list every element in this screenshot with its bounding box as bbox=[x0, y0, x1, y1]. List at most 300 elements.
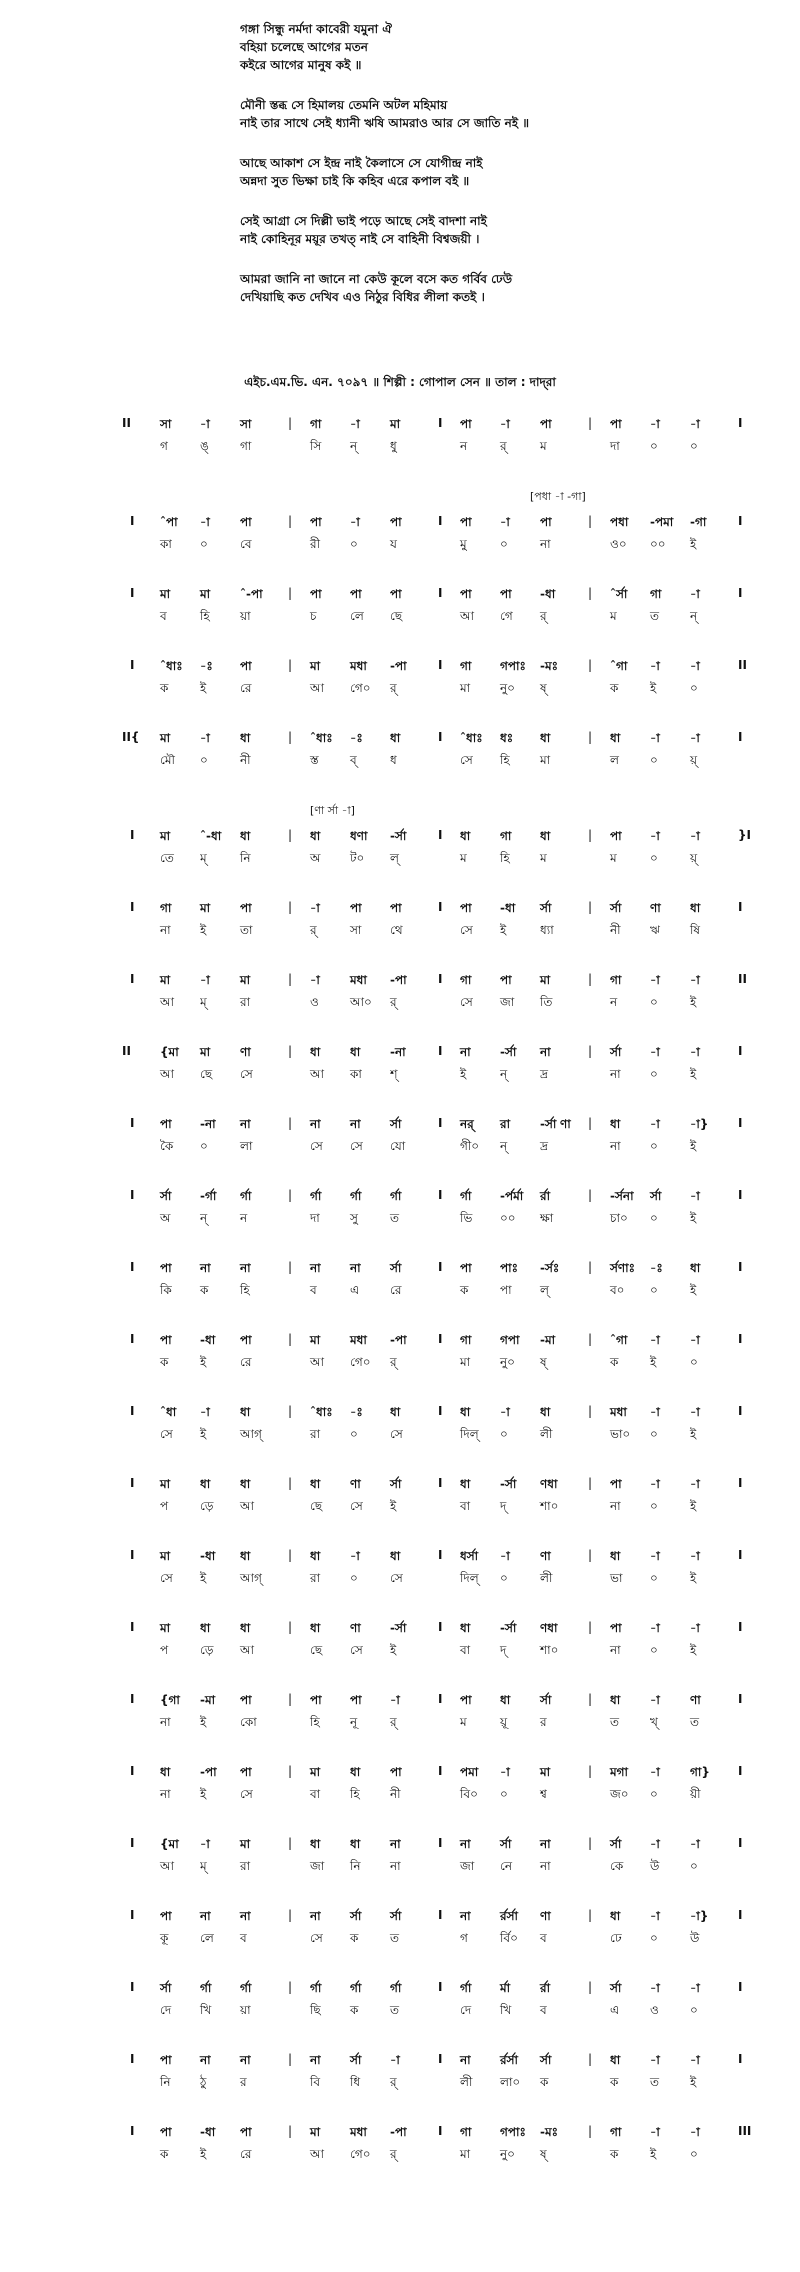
note: না bbox=[240, 1909, 251, 1923]
swara-row bbox=[0, 586, 800, 606]
note: -া bbox=[690, 2125, 700, 2139]
syllable: ম bbox=[540, 439, 547, 453]
note: -র্সা bbox=[540, 1117, 557, 1131]
note: র্মা bbox=[500, 1981, 511, 1995]
syllable: ০ bbox=[350, 537, 358, 551]
note: -র্সা bbox=[390, 1621, 407, 1635]
syllable: ০ bbox=[200, 537, 208, 551]
syllable: এ bbox=[350, 1283, 360, 1297]
note: -া bbox=[200, 1405, 210, 1419]
note: ধা bbox=[240, 1477, 251, 1491]
note: ধা bbox=[540, 1405, 551, 1419]
note: ধা bbox=[540, 829, 551, 843]
syllable: ক bbox=[350, 1931, 359, 1945]
syllable: ত bbox=[650, 2075, 660, 2089]
notation-line bbox=[0, 1404, 800, 1476]
bar-separator: | bbox=[288, 416, 293, 430]
notation-line bbox=[0, 2052, 800, 2124]
bol-row bbox=[0, 922, 800, 942]
syllable: তে bbox=[160, 851, 174, 865]
note: মধা bbox=[350, 659, 367, 673]
note: র্সা bbox=[160, 1189, 172, 1203]
bar-separator: | bbox=[588, 1332, 593, 1346]
bar-separator: I bbox=[438, 828, 443, 842]
note: পা bbox=[390, 901, 402, 915]
syllable: দ্ bbox=[500, 1643, 507, 1657]
bar-separator: | bbox=[288, 658, 293, 672]
bar-separator: I bbox=[438, 1476, 443, 1490]
note: র্সা bbox=[500, 1837, 512, 1851]
swara-row bbox=[0, 1764, 800, 1784]
note: ধা bbox=[350, 1045, 361, 1059]
syllable: না bbox=[610, 1067, 621, 1081]
note: -পা bbox=[200, 1765, 217, 1779]
bar-separator: | bbox=[288, 1476, 293, 1490]
note: -মঃ bbox=[540, 2125, 559, 2139]
bol-row bbox=[0, 1138, 800, 1158]
syllable: ০ bbox=[650, 753, 658, 767]
swara-row bbox=[0, 1260, 800, 1280]
bol-row bbox=[0, 752, 800, 772]
note: ধা bbox=[500, 1693, 511, 1707]
syllable: ০ bbox=[500, 1787, 508, 1801]
syllable: র্ bbox=[390, 681, 397, 695]
note: মা bbox=[200, 1045, 211, 1059]
syllable: প bbox=[160, 1643, 169, 1657]
note: ˆধাঃ bbox=[460, 731, 483, 745]
syllable: আ bbox=[160, 1859, 174, 1873]
syllable: দ্ bbox=[500, 1499, 507, 1513]
swara-row bbox=[0, 1548, 800, 1568]
note: র্গা bbox=[240, 1189, 252, 1203]
syllable: ০০ bbox=[650, 537, 666, 551]
syllable: রা bbox=[310, 1427, 321, 1441]
syllable: পা bbox=[500, 1283, 512, 1297]
syllable: চা০ bbox=[610, 1211, 628, 1225]
note: র্গা bbox=[460, 1981, 472, 1995]
note: র্সা bbox=[350, 1909, 362, 1923]
syllable: ক bbox=[160, 681, 169, 695]
note: মা bbox=[160, 587, 171, 601]
syllable: আগ্ bbox=[240, 1427, 262, 1441]
lyric-line: কইরে আগের মানুষ কই ॥ bbox=[240, 58, 362, 72]
syllable: হি bbox=[200, 609, 210, 623]
syllable: বি bbox=[310, 2075, 321, 2089]
syllable: ০ bbox=[650, 1427, 658, 1441]
syllable: য়ূ bbox=[500, 1715, 508, 1729]
notation-line bbox=[0, 1692, 800, 1764]
bar-line-open: I bbox=[130, 2124, 135, 2138]
bol-row bbox=[0, 2002, 800, 2022]
syllable: ও bbox=[310, 995, 319, 1009]
notation-line bbox=[0, 2124, 800, 2196]
syllable: ঋ bbox=[650, 923, 660, 937]
bar-line-close: I bbox=[738, 1332, 743, 1346]
bar-line-open: I bbox=[130, 1692, 135, 1706]
swara-row bbox=[0, 514, 800, 534]
note: না bbox=[240, 2053, 251, 2067]
syllable: ০ bbox=[650, 995, 658, 1009]
syllable: গে bbox=[500, 609, 513, 623]
syllable: ই bbox=[650, 2147, 657, 2161]
note: পা bbox=[460, 1261, 472, 1275]
notation-line bbox=[0, 488, 800, 586]
note: পা bbox=[240, 515, 252, 529]
note: -া bbox=[350, 417, 360, 431]
note: মধা bbox=[610, 1405, 627, 1419]
syllable: স্ত bbox=[310, 753, 319, 767]
syllable: ০০ bbox=[500, 1211, 516, 1225]
bar-separator: I bbox=[438, 1908, 443, 1922]
syllable: অ bbox=[310, 851, 321, 865]
syllable: নি bbox=[160, 2075, 171, 2089]
bar-line-close: }I bbox=[738, 828, 752, 842]
note: ধা bbox=[610, 1549, 621, 1563]
syllable: য bbox=[390, 537, 397, 551]
syllable: নী bbox=[610, 923, 621, 937]
syllable: ০ bbox=[650, 1139, 658, 1153]
bar-line-close: II bbox=[738, 972, 747, 986]
note: ণা bbox=[540, 1549, 551, 1563]
syllable: ক bbox=[460, 1283, 469, 1297]
syllable: হি bbox=[500, 753, 510, 767]
note: -া bbox=[690, 1549, 700, 1563]
note: -া bbox=[200, 417, 210, 431]
note: -া bbox=[690, 1477, 700, 1491]
bar-separator: | bbox=[288, 2052, 293, 2066]
bar-separator: | bbox=[588, 1836, 593, 1850]
ornament-header: [পধা -া -গা] bbox=[530, 490, 586, 503]
note: ণা bbox=[240, 1045, 251, 1059]
note: -পা bbox=[390, 973, 407, 987]
syllable: ই bbox=[690, 2075, 697, 2089]
note: না bbox=[310, 1117, 321, 1131]
notation-line bbox=[0, 1332, 800, 1404]
note: গা bbox=[650, 587, 662, 601]
note: ধা bbox=[690, 901, 701, 915]
note: মগা bbox=[610, 1765, 629, 1779]
note: -া bbox=[500, 1765, 510, 1779]
note: -া bbox=[690, 417, 700, 431]
bar-separator: | bbox=[288, 1116, 293, 1130]
bar-line-open: I bbox=[130, 586, 135, 600]
note: -া bbox=[650, 2125, 660, 2139]
syllable: যো bbox=[390, 1139, 406, 1153]
note: মা bbox=[310, 659, 321, 673]
syllable: ই bbox=[690, 1067, 697, 1081]
syllable: সে bbox=[160, 1427, 173, 1441]
note: র্সা bbox=[390, 1261, 402, 1275]
note: ধা bbox=[610, 731, 621, 745]
note: র্সা bbox=[610, 1045, 622, 1059]
bar-separator: | bbox=[288, 1044, 293, 1058]
bar-separator: I bbox=[438, 1260, 443, 1274]
syllable: ই bbox=[690, 1643, 697, 1657]
syllable: শ্ bbox=[390, 1067, 398, 1081]
syllable: ব bbox=[160, 609, 167, 623]
notation-line bbox=[0, 1116, 800, 1188]
notation-line bbox=[0, 1908, 800, 1980]
syllable: না bbox=[610, 1499, 621, 1513]
bar-separator: | bbox=[588, 586, 593, 600]
note: ণা bbox=[350, 1621, 361, 1635]
note: পা bbox=[160, 1909, 172, 1923]
syllable: থে bbox=[390, 923, 403, 937]
syllable: লী bbox=[540, 1571, 553, 1585]
syllable: অ bbox=[160, 1211, 171, 1225]
syllable: ০ bbox=[650, 1787, 658, 1801]
note: পা bbox=[160, 2053, 172, 2067]
bar-separator: I bbox=[438, 514, 443, 528]
bar-line-open: I bbox=[130, 1404, 135, 1418]
syllable: সে bbox=[160, 1571, 173, 1585]
syllable: ০ bbox=[690, 681, 698, 695]
bar-line-close: I bbox=[738, 1764, 743, 1778]
note: -া bbox=[200, 973, 210, 987]
note: ˆধা bbox=[160, 1405, 177, 1419]
note: পধা bbox=[610, 515, 629, 529]
bar-separator: | bbox=[288, 586, 293, 600]
notation-line bbox=[0, 730, 800, 802]
note: মা bbox=[160, 829, 171, 843]
note: -র্সা bbox=[390, 829, 407, 843]
note: ধা bbox=[610, 1909, 621, 1923]
syllable: ল্ bbox=[540, 1283, 549, 1297]
syllable: কে bbox=[610, 1859, 624, 1873]
syllable: দ্র bbox=[540, 1067, 548, 1081]
note: ণা bbox=[690, 1693, 701, 1707]
note: ˆ-ধা bbox=[200, 829, 222, 843]
note: পা bbox=[160, 2125, 172, 2139]
note: পমা bbox=[460, 1765, 479, 1779]
note: না bbox=[200, 2053, 211, 2067]
note: ধা bbox=[310, 1045, 321, 1059]
syllable: ড়ে bbox=[200, 1499, 214, 1513]
bar-separator: | bbox=[288, 514, 293, 528]
syllable: ০ bbox=[200, 1139, 208, 1153]
syllable: ক bbox=[610, 2147, 619, 2161]
note: সা bbox=[160, 417, 172, 431]
syllable: কূ bbox=[160, 1931, 169, 1945]
syllable: ০ bbox=[500, 1571, 508, 1585]
note: -া bbox=[690, 587, 700, 601]
syllable: তা bbox=[240, 923, 253, 937]
note: ধর্সা bbox=[460, 1549, 479, 1563]
note: মা bbox=[540, 1765, 551, 1779]
syllable: র্ bbox=[390, 995, 397, 1009]
bar-line-open: I bbox=[130, 1260, 135, 1274]
bar-line-open: II bbox=[122, 1044, 131, 1058]
syllable: সে bbox=[460, 923, 473, 937]
note: -ঃ bbox=[200, 659, 213, 673]
note: -া bbox=[200, 731, 210, 745]
syllable: দা bbox=[310, 1211, 320, 1225]
syllable: বা bbox=[460, 1499, 471, 1513]
note: পা bbox=[460, 1693, 472, 1707]
syllable: ই bbox=[200, 1787, 207, 1801]
syllable: ব্‌ bbox=[350, 753, 357, 767]
bol-row bbox=[0, 1930, 800, 1950]
note: পা bbox=[350, 1693, 362, 1707]
bar-separator: | bbox=[588, 1404, 593, 1418]
syllable: কো bbox=[240, 1715, 257, 1729]
bar-separator: | bbox=[288, 1404, 293, 1418]
syllable: ধ bbox=[390, 753, 397, 767]
lyric-stanza bbox=[240, 20, 760, 74]
notation-line bbox=[0, 1188, 800, 1260]
syllable: ড়ে bbox=[200, 1643, 214, 1657]
swara-row bbox=[0, 1908, 800, 1928]
syllable: ম্ bbox=[200, 851, 207, 865]
note: ণা bbox=[540, 1909, 551, 1923]
note: মা bbox=[200, 901, 211, 915]
syllable: তি bbox=[540, 995, 553, 1009]
syllable: ই bbox=[690, 537, 697, 551]
note: -া} bbox=[690, 1117, 709, 1131]
bar-line-close: I bbox=[738, 1548, 743, 1562]
syllable: ত bbox=[390, 1931, 400, 1945]
syllable: ঠু bbox=[200, 2075, 207, 2089]
swara-row bbox=[0, 1332, 800, 1352]
note: ˆধাঃ bbox=[160, 659, 183, 673]
note: -া bbox=[350, 515, 360, 529]
note: ধা bbox=[540, 731, 551, 745]
note: -র্সা bbox=[500, 1621, 517, 1635]
syllable: ই bbox=[200, 1571, 207, 1585]
note: {মা bbox=[160, 1837, 179, 1851]
note: গা bbox=[460, 659, 472, 673]
note: -ধা bbox=[540, 587, 556, 601]
bar-separator: | bbox=[288, 1620, 293, 1634]
syllable: ব bbox=[540, 1931, 547, 1945]
swara-row bbox=[0, 658, 800, 678]
note: ˆগা bbox=[610, 659, 628, 673]
syllable: ঢে bbox=[610, 1931, 622, 1945]
syllable: হি bbox=[350, 1787, 360, 1801]
syllable: সে bbox=[350, 1499, 363, 1513]
note: ধা bbox=[390, 1549, 401, 1563]
syllable: ক bbox=[350, 2003, 359, 2017]
syllable: ষ্ bbox=[540, 681, 547, 695]
syllable: নি bbox=[240, 851, 251, 865]
swara-row bbox=[0, 972, 800, 992]
bar-separator: I bbox=[438, 1332, 443, 1346]
swara-row bbox=[0, 1476, 800, 1496]
syllable: ছে bbox=[200, 1067, 213, 1081]
note: ধা bbox=[690, 1261, 701, 1275]
bar-line-open: I bbox=[130, 1332, 135, 1346]
bar-line-close: I bbox=[738, 586, 743, 600]
syllable: র্ bbox=[500, 439, 507, 453]
lyric-line: মৌনী স্তব্ধ সে হিমালয় তেমনি অটল মহিমায় bbox=[240, 98, 448, 112]
note: পা bbox=[390, 1765, 402, 1779]
note: -া bbox=[650, 659, 660, 673]
note: ধা bbox=[350, 1837, 361, 1851]
syllable: চ bbox=[310, 609, 317, 623]
syllable: না bbox=[390, 1859, 401, 1873]
note: মা bbox=[310, 2125, 321, 2139]
note: পাঃ bbox=[500, 1261, 519, 1275]
note: পা bbox=[350, 587, 362, 601]
bol-row bbox=[0, 1570, 800, 1590]
bar-separator: | bbox=[588, 900, 593, 914]
bar-line-close: I bbox=[738, 1044, 743, 1058]
syllable: ম্ bbox=[200, 1859, 207, 1873]
bol-row bbox=[0, 1858, 800, 1878]
syllable: ল্ bbox=[390, 851, 399, 865]
note: ধা bbox=[310, 1837, 321, 1851]
note: -া bbox=[690, 1981, 700, 1995]
bar-line-close: I bbox=[738, 2052, 743, 2066]
note: র্গা bbox=[350, 1981, 362, 1995]
syllable: খি bbox=[200, 2003, 212, 2017]
syllable: নু০ bbox=[500, 2147, 515, 2161]
note: -া bbox=[500, 1549, 510, 1563]
bar-separator: | bbox=[288, 2124, 293, 2138]
syllable: ই bbox=[390, 1499, 397, 1513]
note: -মা bbox=[200, 1693, 216, 1707]
note: -পা bbox=[390, 2125, 407, 2139]
syllable: র্ bbox=[390, 2075, 397, 2089]
syllable: সে bbox=[310, 1139, 323, 1153]
note: -ঃ bbox=[350, 731, 363, 745]
note: গা bbox=[610, 2125, 622, 2139]
note: -া bbox=[690, 829, 700, 843]
syllable: দা bbox=[610, 439, 620, 453]
note: না bbox=[460, 2053, 471, 2067]
note: র্রা bbox=[540, 1981, 551, 1995]
note: পা bbox=[240, 1693, 252, 1707]
syllable: গা bbox=[240, 439, 252, 453]
syllable: ন্ bbox=[500, 1139, 508, 1153]
bar-separator: | bbox=[288, 1836, 293, 1850]
syllable: মা bbox=[460, 2147, 471, 2161]
syllable: ০ bbox=[690, 1355, 698, 1369]
syllable: ই bbox=[690, 1283, 697, 1297]
bar-separator: I bbox=[438, 416, 443, 430]
note: -মঃ bbox=[540, 659, 559, 673]
notation-line bbox=[0, 586, 800, 658]
note: না bbox=[460, 1909, 471, 1923]
syllable: য়ী bbox=[690, 1787, 701, 1801]
bol-row bbox=[0, 994, 800, 1014]
bar-separator: I bbox=[438, 1692, 443, 1706]
syllable: ম bbox=[460, 851, 467, 865]
swara-row bbox=[0, 1692, 800, 1712]
syllable: ই bbox=[650, 681, 657, 695]
note: -র্সনা bbox=[610, 1189, 634, 1203]
bar-separator: | bbox=[288, 1764, 293, 1778]
bar-line-open: I bbox=[130, 1980, 135, 1994]
note: র্গা bbox=[350, 1189, 362, 1203]
syllable: ন bbox=[240, 1211, 248, 1225]
bol-row bbox=[0, 1282, 800, 1302]
bar-line-open: I bbox=[130, 2052, 135, 2066]
syllable: ই bbox=[200, 2147, 207, 2161]
bar-separator: I bbox=[438, 1116, 443, 1130]
syllable: ০ bbox=[690, 439, 698, 453]
note: পা bbox=[350, 901, 362, 915]
note: না bbox=[310, 2053, 321, 2067]
syllable: ই bbox=[200, 1427, 207, 1441]
note: মা bbox=[310, 1333, 321, 1347]
note: ধা bbox=[610, 1693, 621, 1707]
note: -া bbox=[650, 1549, 660, 1563]
bar-line-open: I bbox=[130, 900, 135, 914]
bar-separator: I bbox=[438, 1188, 443, 1202]
note: র্গা bbox=[310, 1981, 322, 1995]
syllable: লে bbox=[200, 1931, 214, 1945]
